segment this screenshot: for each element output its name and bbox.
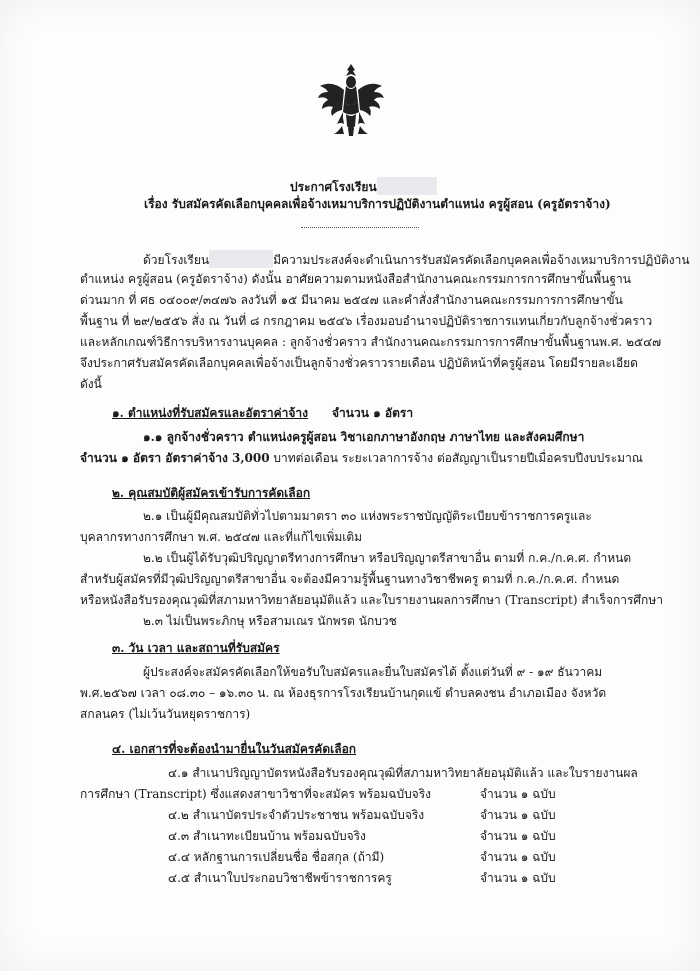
section-1-item-1: ๑.๑ ลูกจ้างชั่วคราว ตำแหน่งครูผู้สอน วิชาเอกภาษาอังกฤษ ภาษาไทย และสังคมศึกษา bbox=[143, 430, 585, 444]
document-item-qty: จำนวน ๑ ฉบับ bbox=[480, 787, 556, 801]
section-2-line-5: หรือหนังสือรับรองคุณวุฒิที่สภามหาวิทยาลัยอนุมัติแล้ว และใบรายงานผลการศึกษา (Transcript) สำเร็จการศึกษา bbox=[80, 593, 663, 607]
document-item-text: ๔.๒ สำเนาบัตรประจำตัวประชาชน พร้อมฉบับจริง bbox=[168, 808, 425, 822]
section-4-heading: ๔. เอกสารที่จะต้องนำมายื่นในวันสมัครคัดเลือก bbox=[112, 742, 357, 756]
announcement-title: ประกาศโรงเรียน bbox=[290, 177, 437, 195]
document-item-text: การศึกษา (Transcript) ซึ่งแสดงสาขาวิชาที่จะสมัคร พร้อมฉบับจริง bbox=[80, 787, 432, 801]
section-1-item-1-detail: จำนวน ๑ อัตรา อัตราค่าจ้าง 3,000 บาทต่อเดือน ระยะเวลาการจ้าง ต่อสัญญาเป็นรายปีเมื่อครบปีงบประมาณ bbox=[80, 451, 643, 465]
section-2-line-1: ๒.๑ เป็นผู้มีคุณสมบัติทั่วไปตามมาตรา ๓๐ แห่งพระราชบัญญัติระเบียบข้าราชการครูและ bbox=[143, 509, 592, 523]
section-4-line-1: ๔.๑ สำเนาปริญญาบัตรหนังสือรับรองคุณวุฒิที่สภามหาวิทยาลัยอนุมัติแล้ว และใบรายงานผล bbox=[168, 766, 638, 780]
redacted-school-name bbox=[209, 250, 273, 268]
document-item-text: ๔.๓ สำเนาทะเบียนบ้าน พร้อมฉบับจริง bbox=[168, 829, 366, 843]
document-item-text: ๔.๕ สำเนาใบประกอบวิชาชีพข้าราชการครู bbox=[168, 871, 392, 885]
intro-line-4: พื้นฐาน ที่ ๒๙/๒๕๕๖ สั่ง ณ วันที่ ๘ กรกฎาคม ๒๕๔๖ เรื่องมอบอำนาจปฏิบัติราชการแทนเกี่ยวกับลูกจ้างชั่วคราว bbox=[80, 314, 653, 328]
section-3-heading: ๓. วัน เวลา และสถานที่รับสมัคร bbox=[112, 641, 280, 655]
section-2-heading: ๒. คุณสมบัติผู้สมัครเข้ารับการคัดเลือก bbox=[112, 486, 311, 500]
document-item-qty: จำนวน ๑ ฉบับ bbox=[480, 871, 556, 885]
document-item-qty: จำนวน ๑ ฉบับ bbox=[480, 850, 556, 864]
section-2-line-4: สำหรับผู้สมัครที่มีวุฒิปริญญาตรีสาขาอื่น จะต้องมีความรู้พื้นฐานทางวิชาชีพครู ตามที่ ก.ค./ก.ค.ศ. กำหนด bbox=[80, 572, 620, 586]
dotted-separator bbox=[301, 227, 419, 228]
garuda-emblem-icon bbox=[318, 62, 384, 138]
intro-line-3: ด่วนมาก ที่ ศธ ๐๔๐๐๙/๓๔๗๖ ลงวันที่ ๑๕ มีนาคม ๒๕๔๗ และคำสั่งสำนักงานคณะกรรมการการศึกษาขั้น bbox=[80, 293, 623, 307]
section-2-line-3: ๒.๒ เป็นผู้ได้รับวุฒิปริญญาตรีทางการศึกษา หรือปริญญาตรีสาขาอื่น ตามที่ ก.ค./ก.ค.ศ. กำหนด bbox=[143, 551, 632, 565]
document-item-text: ๔.๔ หลักฐานการเปลี่ยนชื่อ ชื่อสกุล (ถ้ามี) bbox=[168, 850, 385, 864]
section-1-count: จำนวน ๑ อัตรา bbox=[332, 406, 414, 420]
redacted-school-name bbox=[377, 177, 437, 195]
intro-line-1: ด้วยโรงเรียน มีความประสงค์จะดำเนินการรับสมัครคัดเลือกบุคคลเพื่อจ้างเหมาบริการปฏิบัติงาน bbox=[143, 250, 690, 268]
document-item-qty: จำนวน ๑ ฉบับ bbox=[480, 808, 556, 822]
announcement-subject: เรื่อง รับสมัครคัดเลือกบุคคลเพื่อจ้างเหมาบริการปฏิบัติงานตำแหน่ง ครูผู้สอน (ครูอัตราจ้าง) bbox=[144, 197, 611, 211]
section-3-line-3: สกลนคร (ไม่เว้นวันหยุดราชการ) bbox=[80, 707, 251, 721]
section-2-line-6: ๒.๓ ไม่เป็นพระภิกษุ หรือสามเณร นักพรต นักบวช bbox=[143, 614, 397, 628]
section-3-line-2: พ.ศ.๒๕๖๗ เวลา ๐๘.๓๐ – ๑๖.๓๐ น. ณ ห้องธุรการโรงเรียนบ้านกุดแข้ ตำบลคงชน อำเภอเมือง จังหวัด bbox=[80, 686, 607, 700]
intro-line-5: และหลักเกณฑ์วิธีการบริหารงานบุคคล : ลูกจ้างชั่วคราว สำนักงานคณะกรรมการการศึกษาขั้นพื้นฐานพ.ศ. ๒๕๔๗ bbox=[80, 335, 662, 349]
intro-line-7: ดังนี้ bbox=[80, 377, 102, 391]
section-1-heading: ๑. ตำแหน่งที่รับสมัครและอัตราค่าจ้าง จำนวน ๑ อัตรา bbox=[112, 406, 414, 420]
section-3-line-1: ผู้ประสงค์จะสมัครคัดเลือกให้ขอรับใบสมัครและยื่นใบสมัครได้ ตั้งแต่วันที่ ๙ - ๑๙ ธันวาคม bbox=[143, 665, 603, 679]
intro-line-2: ตำแหน่ง ครูผู้สอน (ครูอัตราจ้าง) ดังนั้น อาศัยความตามหนังสือสำนักงานคณะกรรมการการศึกษาขั้นพื้นฐาน bbox=[80, 272, 631, 286]
document-item-qty: จำนวน ๑ ฉบับ bbox=[480, 829, 556, 843]
section-2-line-2: บุคลากรทางการศึกษา พ.ศ. ๒๕๔๗ และที่แก้ไขเพิ่มเติม bbox=[80, 530, 363, 544]
intro-line-6: จึงประกาศรับสมัครคัดเลือกบุคคลเพื่อจ้างเป็นลูกจ้างชั่วคราวรายเดือน ปฏิบัติหน้าที่ครูผู้สอน โดยมีรายละเอียด bbox=[80, 356, 638, 370]
